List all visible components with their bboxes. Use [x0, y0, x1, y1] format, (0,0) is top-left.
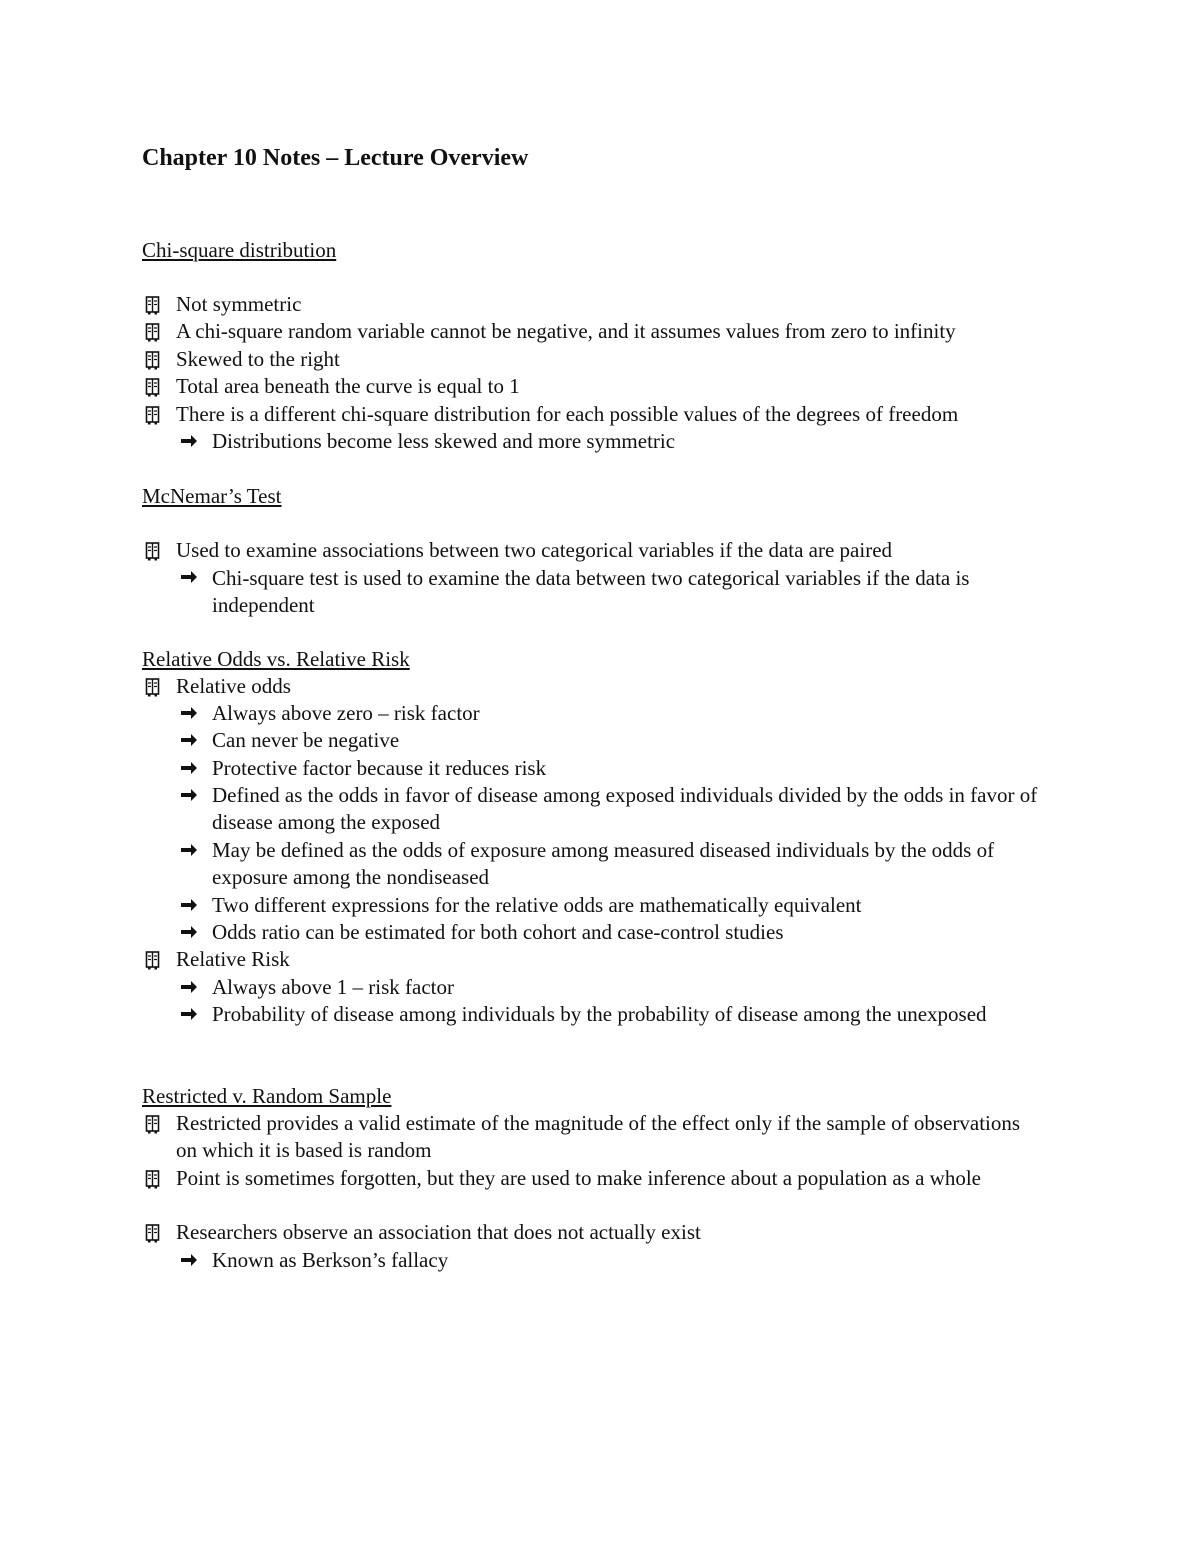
list-item: A chi-square random variable cannot be negative, and it assumes values from zero to infinity [176, 319, 956, 343]
arrow-icon [180, 432, 196, 452]
arrow-icon [180, 978, 196, 998]
arrow-icon [180, 1005, 196, 1025]
section-heading-chi-square: Chi-square distribution [142, 238, 337, 262]
list-item: Researchers observe an association that does not actually exist [176, 1220, 701, 1244]
arrow-icon [180, 896, 196, 916]
book-icon [145, 677, 161, 697]
sub-list-item: Odds ratio can be estimated for both cohort and case-control studies [212, 920, 784, 944]
sub-list-item: May be defined as the odds of exposure among measured diseased individuals by the odds of exposure among the nondiseased [212, 838, 995, 889]
section-heading-restricted-sample: Restricted v. Random Sample [142, 1084, 392, 1108]
sub-list-item: Distributions become less skewed and more symmetric [212, 429, 676, 453]
arrow-icon [180, 759, 196, 779]
list-item: There is a different chi-square distribution for each possible values of the degrees of freedom [176, 402, 959, 426]
book-icon [145, 1169, 161, 1189]
list-item: Relative odds [176, 674, 291, 698]
arrow-icon [180, 786, 196, 806]
arrow-icon [180, 923, 196, 943]
sub-list-item: Probability of disease among individuals by the probability of disease among the unexposed [212, 1002, 987, 1026]
book-icon [145, 541, 161, 561]
book-icon [145, 350, 161, 370]
list-item: Restricted provides a valid estimate of the magnitude of the effect only if the sample of observations on which it is based is random [176, 1111, 1021, 1162]
book-icon [145, 295, 161, 315]
sub-list-item: Known as Berkson’s fallacy [212, 1248, 449, 1272]
book-icon [145, 322, 161, 342]
arrow-icon [180, 1251, 196, 1271]
arrow-icon [180, 841, 196, 861]
book-icon [145, 377, 161, 397]
sub-list-item: Chi-square test is used to examine the data between two categorical variables if the data is independent [212, 566, 970, 617]
sub-list-item: Defined as the odds in favor of disease among exposed individuals divided by the odds in favor of disease among the exposed [212, 783, 1038, 834]
book-icon [145, 950, 161, 970]
sub-list-item: Always above 1 – risk factor [212, 975, 455, 999]
book-icon [145, 405, 161, 425]
arrow-icon [180, 731, 196, 751]
section-heading-mcnemar: McNemar’s Test [142, 484, 282, 508]
list-item: Not symmetric [176, 292, 302, 316]
list-item: Used to examine associations between two categorical variables if the data are paired [176, 538, 893, 562]
list-item: Skewed to the right [176, 347, 340, 371]
list-item: Point is sometimes forgotten, but they are used to make inference about a population as a whole [176, 1166, 981, 1190]
sub-list-item: Protective factor because it reduces risk [212, 756, 547, 780]
list-item: Relative Risk [176, 947, 290, 971]
page-title: Chapter 10 Notes – Lecture Overview [142, 145, 529, 171]
arrow-icon [180, 568, 196, 588]
list-item: Total area beneath the curve is equal to 1 [176, 374, 520, 398]
section-heading-relative-odds: Relative Odds vs. Relative Risk [142, 647, 410, 671]
sub-list-item: Can never be negative [212, 728, 400, 752]
arrow-icon [180, 704, 196, 724]
sub-list-item: Always above zero – risk factor [212, 701, 480, 725]
book-icon [145, 1114, 161, 1134]
book-icon [145, 1223, 161, 1243]
sub-list-item: Two different expressions for the relative odds are mathematically equivalent [212, 893, 862, 917]
